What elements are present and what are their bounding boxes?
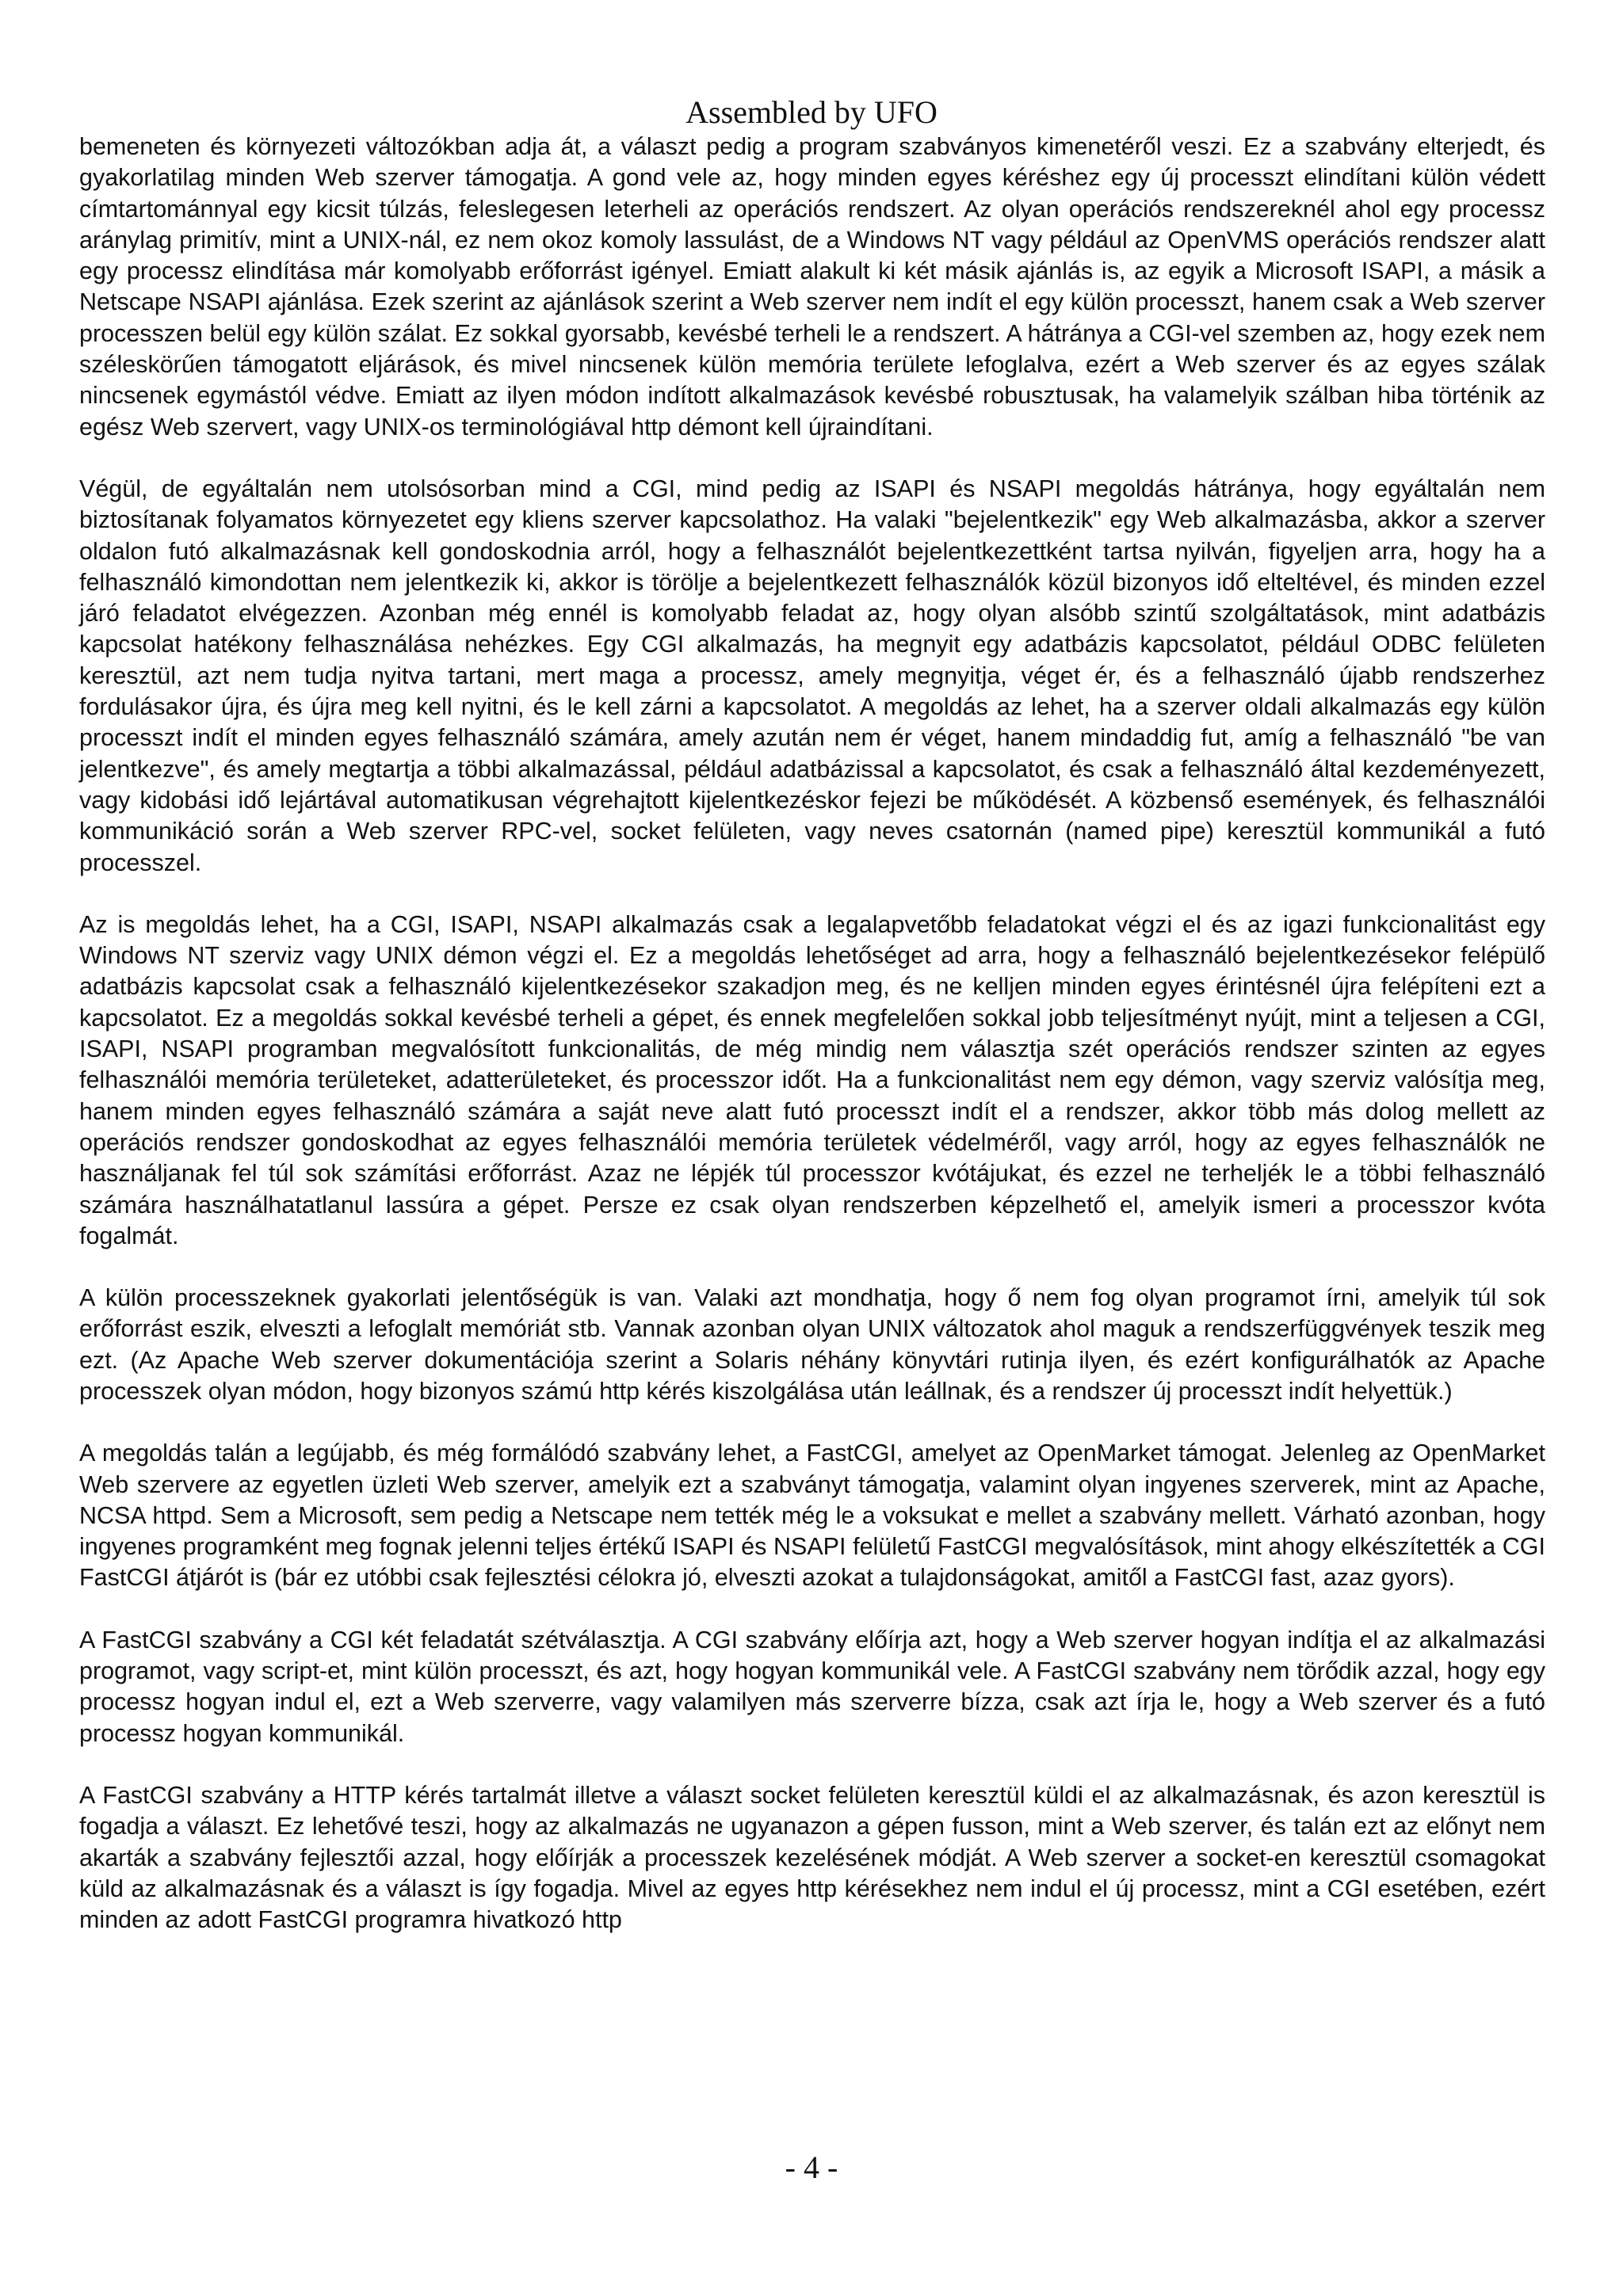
paragraph-6: A FastCGI szabvány a CGI két feladatát szétválasztja. A CGI szabvány előírja azt, hogy a Web szerver hogyan indítja el az alkalmazási programot, vagy script-et, mint külön processzt, és azt, hogy hogyan kommunikál vele. A FastCGI szabvány nem törődik azzal, hogy egy processz hogyan indul el, ezt a Web szerverre, vagy valamilyen más szerverre bízza, csak azt írja le, hogy a Web szerver és a futó processz hogyan kommunikál. <box>79 1626 1545 1747</box>
document-body <box>79 132 1545 1966</box>
paragraph-2: Végül, de egyáltalán nem utolsósorban mind a CGI, mind pedig az ISAPI és NSAPI megoldás hátránya, hogy egyáltalán nem biztosítanak folyamatos környezetet egy kliens szerver kapcsolathoz. Ha valaki "bejelentkezik" egy Web alkalmazásba, akkor a szerver oldalon futó alkalmazásnak kell gondoskodnia arról, hogy a felhasználót bejelentkezettként tartsa nyilván, figyeljen arra, hogy ha a felhasználó kimondottan nem jelentkezik ki, akkor is törölje a bejelentkezett felhasználók közül bizonyos idő elteltével, és minden ezzel járó feladatot elvégezzen. Azonban még ennél is komolyabb feladat az, hogy olyan alsóbb szintű szolgáltatások, mint adatbázis kapcsolat hatékony felhasználása nehézkes. Egy CGI alkalmazás, ha megnyit egy adatbázis kapcsolatot, például ODBC felületen keresztül, azt nem tudja nyitva tartani, mert maga a processz, amely megnyitja, véget ér, és a felhasználó újabb rendszerhez fordulásakor újra, és újra meg kell nyitni, és le kell zárni a kapcsolatot. A megoldás az lehet, ha a szerver oldali alkalmazás egy külön processzt indít el minden egyes felhasználó számára, amely azután nem ér véget, hanem mindaddig fut, amíg a felhasználó "be van jelentkezve", és amely megtartja a többi alkalmazással, például adatbázissal a kapcsolatot, és csak a felhasználó által kezdeményezett, vagy kidobási idő lejártával automatikusan végrehajtott kijelentkezéskor fejezi be működését. A közbenső események, és felhasználói kommunikáció során a Web szerver RPC-vel, socket felületen, vagy neves csatornán (named pipe) keresztül kommunikál a futó processzel. <box>79 475 1545 876</box>
paragraph-5: A megoldás talán a legújabb, és még formálódó szabvány lehet, a FastCGI, amelyet az OpenMarket támogat. Jelenleg az OpenMarket Web szervere az egyetlen üzleti Web szerver, amelyik ezt a szabványt támogatja, valamint olyan ingyenes szerverek, mint az Apache, NCSA httpd. Sem a Microsoft, sem pedig a Netscape nem tették még le a voksukat e mellet a szabvány mellett. Várható azonban, hogy ingyenes programként meg fognak jelenni teljes értékű ISAPI és NSAPI felületű FastCGI megvalósítások, mint ahogy elkészítették a CGI FastCGI átjárót is (bár ez utóbbi csak fejlesztési célokra jó, elveszti azokat a tulajdonságokat, amitől a FastCGI fast, azaz gyors). <box>79 1440 1545 1592</box>
paragraph-4: A külön processzeknek gyakorlati jelentőségük is van. Valaki azt mondhatja, hogy ő nem fog olyan programot írni, amelyik túl sok erőforrást eszik, elveszti a lefoglalt memóriát stb. Vannak azonban olyan UNIX változatok ahol maguk a rendszerfüggvények teszik meg ezt. (Az Apache Web szerver dokumentációja szerint a Solaris néhány könyvtári rutinja ilyen, és ezért konfigurálhatók az Apache processzek olyan módon, hogy bizonyos számú http kérés kiszolgálása után leállnak, és a rendszer új processzt indít helyettük.) <box>79 1284 1545 1405</box>
page-number: - 4 - <box>785 2149 838 2185</box>
paragraph-1: bemeneten és környezeti változókban adja át, a választ pedig a program szabványos kimenetéről veszi. Ez a szabvány elterjedt, és gyakorlatilag minden Web szerver támogatja. A gond vele az, hogy minden egyes kéréshez egy új processzt elindítani külön védett címtartománnyal egy kicsit túlzás, feleslegesen leterheli az operációs rendszert. Az olyan operációs rendszereknél ahol egy processz aránylag primitív, mint a UNIX-nál, ez nem okoz komoly lassulást, de a Windows NT vagy például az OpenVMS operációs rendszer alatt egy processz elindítása már komolyabb erőforrást igényel. Emiatt alakult ki két másik ajánlás is, az egyik a Microsoft ISAPI, a másik a Netscape NSAPI ajánlása. Ezek szerint az ajánlások szerint a Web szerver nem indít el egy külön processzt, hanem csak a Web szerver processzen belül egy külön szálat. Ez sokkal gyorsabb, kevésbé terheli le a rendszert. A hátránya a CGI-vel szemben az, hogy ezek nem széleskörűen támogatott eljárások, és mivel nincsenek külön memória területe lefoglalva, ezért a Web szerver és az egyes szálak nincsenek egymástól védve. Emiatt az ilyen módon indított alkalmazások kevésbé robusztusak, ha valamelyik szálban hiba történik az egész Web szervert, vagy UNIX-os terminológiával http démont kell újraindítani. <box>79 133 1545 441</box>
page-header: Assembled by UFO <box>685 94 938 130</box>
paragraph-3: Az is megoldás lehet, ha a CGI, ISAPI, NSAPI alkalmazás csak a legalapvetőbb feladatokat végzi el és az igazi funkcionalitást egy Windows NT szerviz vagy UNIX démon végzi el. Ez a megoldás lehetőséget ad arra, hogy a felhasználó bejelentkezésekor felépülő adatbázis kapcsolat csak a felhasználó kijelentkezésekor szakadjon meg, és ne kelljen minden egyes érintésnél újra felépíteni ezt a kapcsolatot. Ez a megoldás sokkal kevésbé terheli a gépet, és ennek megfelelően sokkal jobb teljesítményt nyújt, mint a teljesen a CGI, ISAPI, NSAPI programban megvalósított funkcionalitás, de még mindig nem választja szét operációs rendszer szinten az egyes felhasználói memória területeket, adatterületeket, és processzor időt. Ha a funkcionalitást nem egy démon, vagy szerviz valósítja meg, hanem minden egyes felhasználó számára a saját neve alatt futó processzt indít el a rendszer, akkor több más dolog mellett az operációs rendszer gondoskodhat az egyes felhasználói memória területek védelméről, vagy arról, hogy az egyes felhasználók ne használjanak fel túl sok számítási erőforrást. Azaz ne lépjék túl processzor kvótájukat, és ezzel ne terheljék le a többi felhasználó számára használhatatlanul lassúra a gépet. Persze ez csak olyan rendszerben képzelhető el, amelyik ismeri a processzor kvóta fogalmát. <box>79 910 1545 1249</box>
paragraph-7: A FastCGI szabvány a HTTP kérés tartalmát illetve a választ socket felületen keresztül küldi el az alkalmazásnak, és azon keresztül is fogadja a választ. Ez lehetővé teszi, hogy az alkalmazás ne ugyanazon a gépen fusson, mint a Web szerver, és talán ezt az előnyt nem akarták a szabvány fejlesztői azzal, hogy előírják a processzek kezelésének módját. A Web szerver a socket-en keresztül csomagokat küld az alkalmazásnak és a választ is így fogadja. Mivel az egyes http kérésekhez nem indul el új processz, mint a CGI esetében, ezért minden az adott FastCGI programra hivatkozó http <box>79 1781 1545 1934</box>
